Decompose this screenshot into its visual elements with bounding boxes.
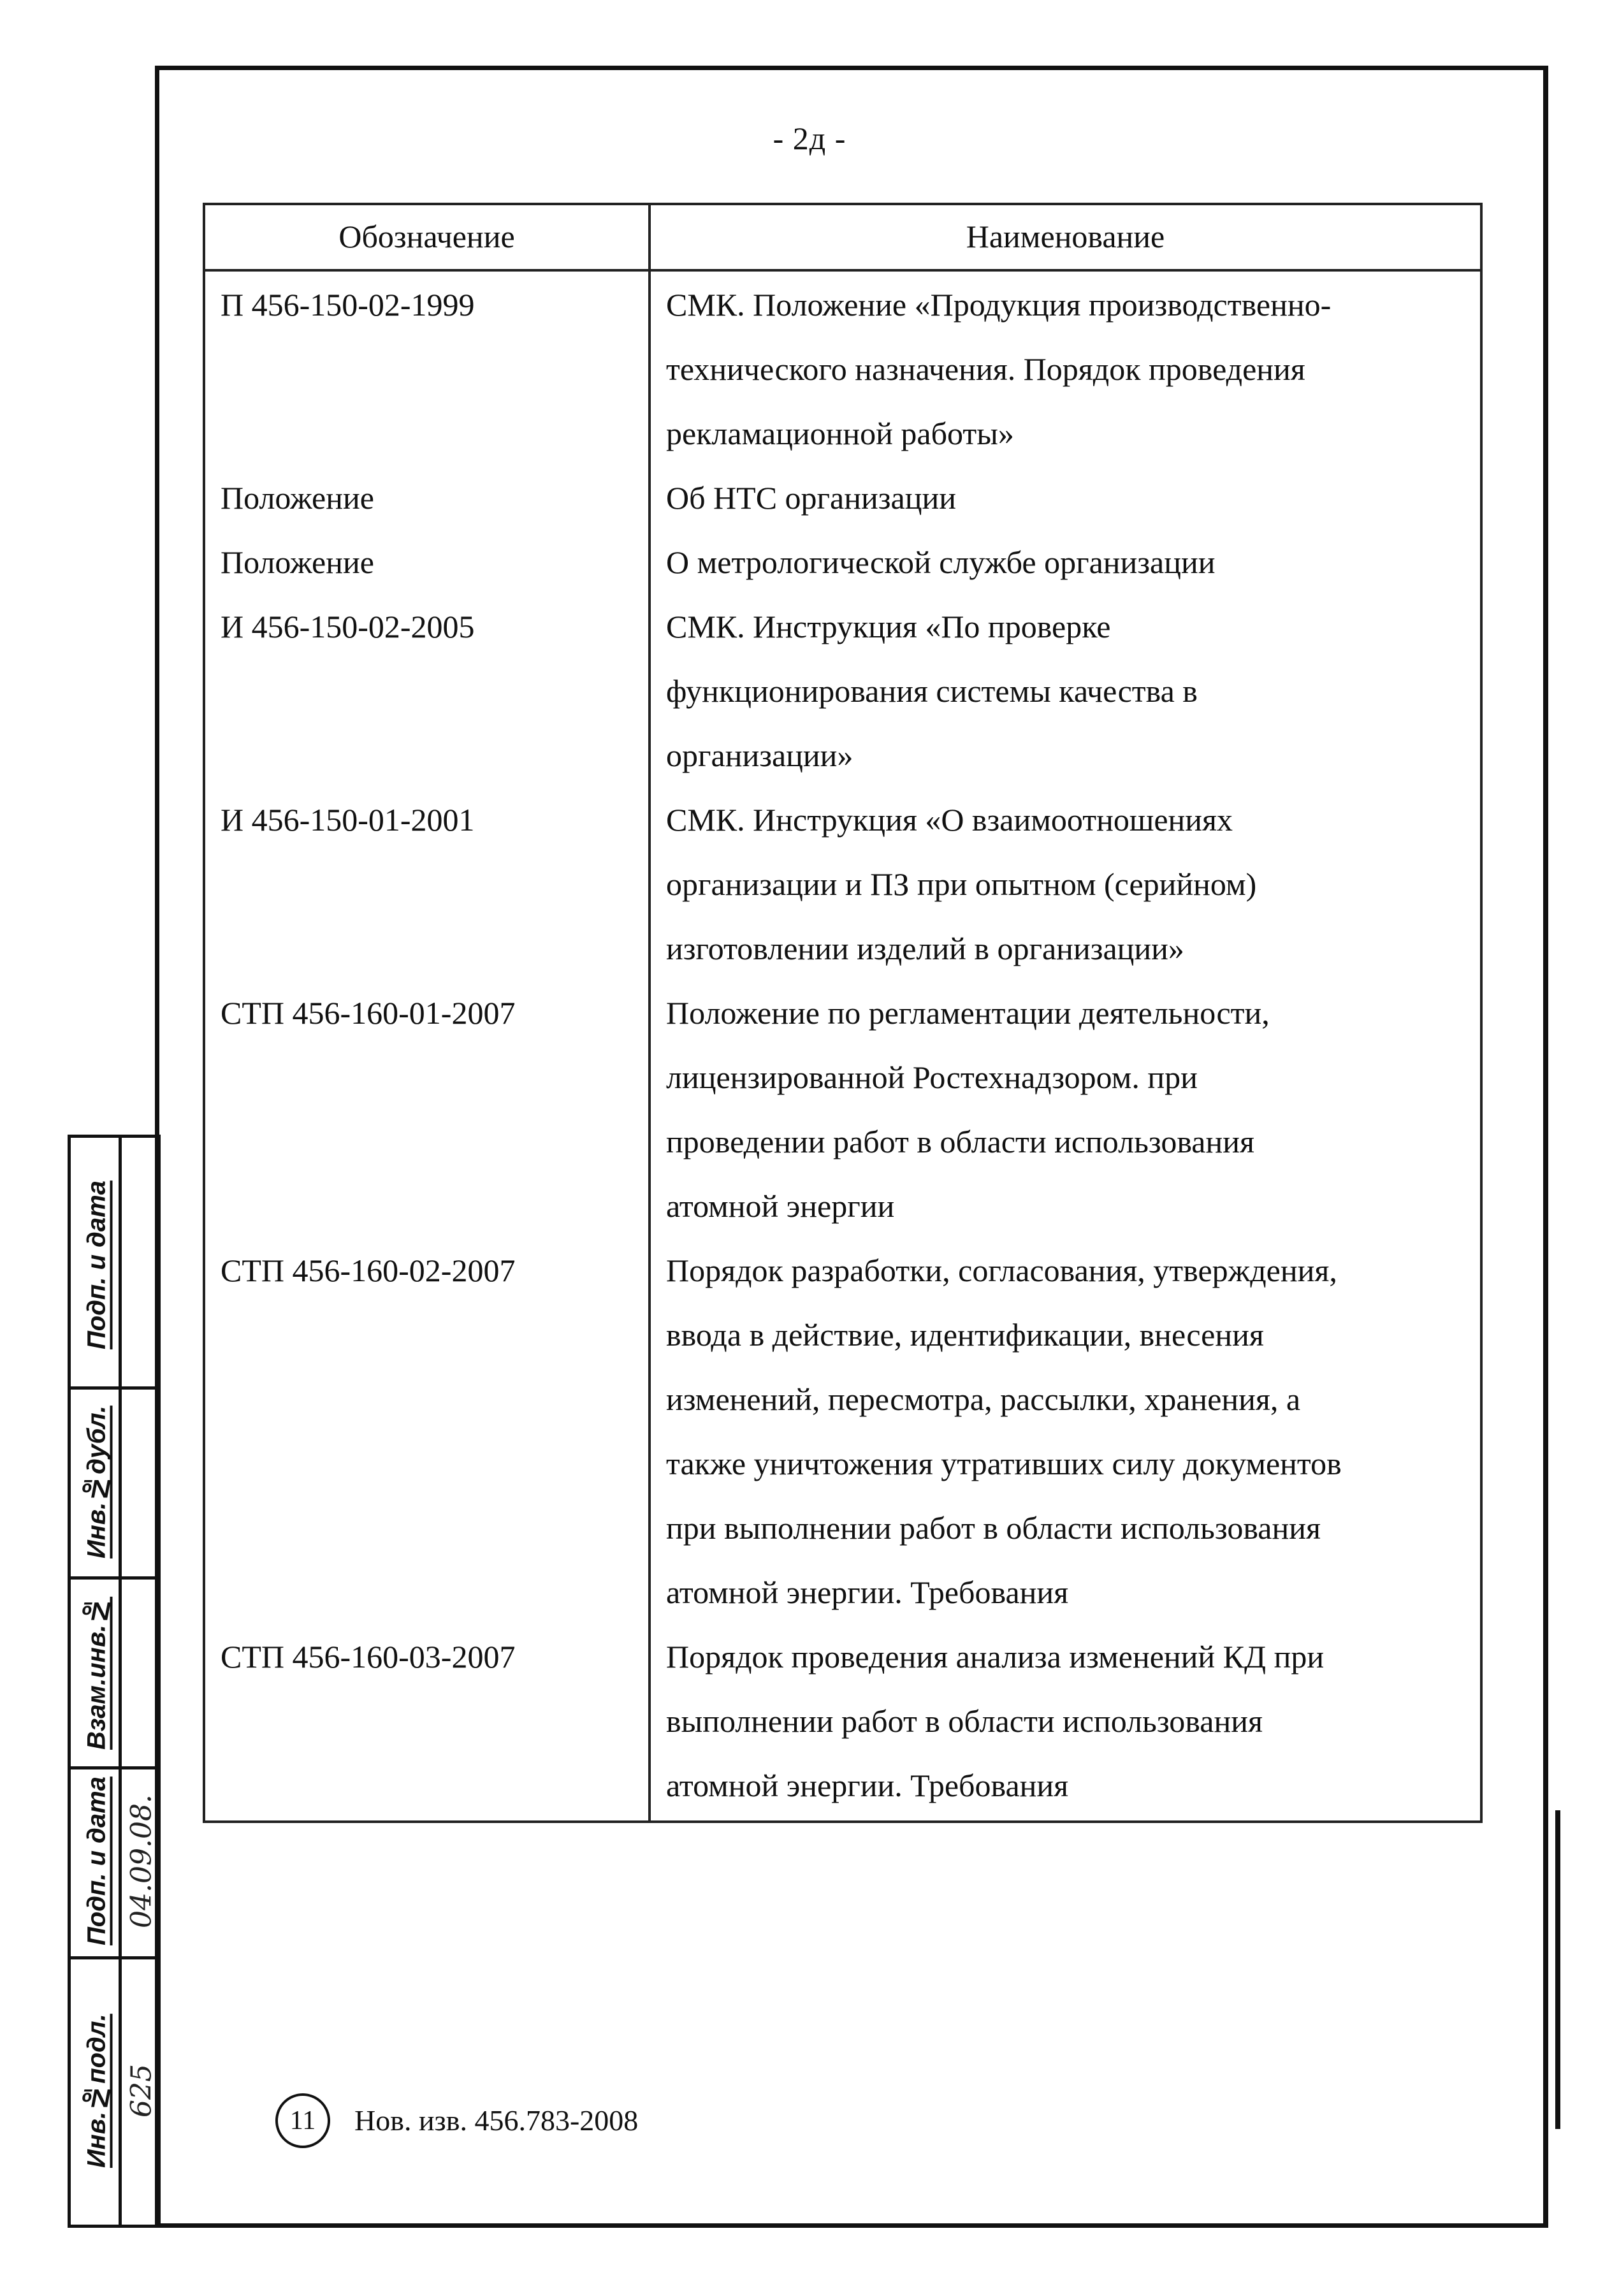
designation-cell: Положение bbox=[221, 480, 374, 516]
name-line: ввода в действие, идентификации, внесения bbox=[666, 1317, 1264, 1353]
name-cell bbox=[648, 981, 1480, 1239]
designation-cell: СТП 456-160-03-2007 bbox=[221, 1639, 516, 1675]
name-cell bbox=[648, 466, 1480, 530]
table-row bbox=[205, 466, 1480, 530]
name-line: О метрологической службе организации bbox=[666, 544, 1216, 580]
name-cell bbox=[648, 1239, 1480, 1625]
margin-separator bbox=[71, 1766, 157, 1769]
name-line: лицензированной Ростехнадзором. при bbox=[666, 1059, 1198, 1095]
name-line: проведении работ в области использования bbox=[666, 1124, 1254, 1159]
name-line: изготовлении изделий в организации» bbox=[666, 931, 1184, 966]
name-line: рекламационной работы» bbox=[666, 416, 1014, 451]
table-row bbox=[205, 788, 1480, 981]
name-line: также уничтожения утративших силу документов bbox=[666, 1446, 1342, 1481]
table-row bbox=[205, 530, 1480, 595]
name-line: Порядок разработки, согласования, утверждения, bbox=[666, 1253, 1337, 1288]
name-line: организации» bbox=[666, 737, 853, 773]
margin-stamp bbox=[68, 1135, 161, 2228]
margin-separator bbox=[71, 1386, 157, 1390]
name-cell bbox=[648, 1625, 1480, 1818]
margin-label-sign-date-2: Подп. и дата bbox=[82, 1776, 111, 1946]
change-note: Нов. изв. 456.783-2008 bbox=[354, 2104, 639, 2137]
name-line: Порядок проведения анализа изменений КД при bbox=[666, 1639, 1325, 1675]
change-number-circle: 11 bbox=[275, 2093, 330, 2148]
margin-separator bbox=[71, 1956, 157, 1959]
name-line: СМК. Инструкция «О взаимоотношениях bbox=[666, 802, 1233, 838]
name-line: изменений, пересмотра, рассылки, хранения, а bbox=[666, 1381, 1301, 1417]
margin-separator bbox=[71, 1576, 157, 1580]
name-line: организации и ПЗ при опытном (серийном) bbox=[666, 866, 1257, 902]
handwritten-inv-number: 625 bbox=[125, 2064, 158, 2118]
name-cell bbox=[648, 595, 1480, 788]
right-edge-mark bbox=[1555, 1810, 1560, 2129]
name-line: Положение по регламентации деятельности, bbox=[666, 995, 1270, 1031]
margin-label-inv-dupl: Инв.№дубл. bbox=[82, 1406, 111, 1559]
margin-label-sign-date-1: Подп. и дата bbox=[82, 1181, 111, 1350]
designation-cell: П 456-150-02-1999 bbox=[221, 287, 475, 323]
name-line: атомной энергии. Требования bbox=[666, 1768, 1069, 1803]
header-divider bbox=[205, 269, 1480, 272]
table-rows bbox=[205, 273, 1480, 1818]
document-table bbox=[203, 203, 1483, 1823]
table-row bbox=[205, 981, 1480, 1239]
designation-cell: СТП 456-160-01-2007 bbox=[221, 995, 516, 1031]
name-line: функционирования системы качества в bbox=[666, 673, 1198, 709]
designation-cell: И 456-150-02-2005 bbox=[221, 609, 475, 644]
table-row bbox=[205, 273, 1480, 466]
name-line: Об НТС организации bbox=[666, 480, 956, 516]
name-line: технического назначения. Порядок проведения bbox=[666, 351, 1305, 387]
header-designation: Обозначение bbox=[338, 219, 515, 254]
page-number: - 2д - bbox=[773, 120, 846, 156]
name-cell bbox=[648, 273, 1480, 466]
name-cell bbox=[648, 788, 1480, 981]
name-cell bbox=[648, 530, 1480, 595]
designation-cell: СТП 456-160-02-2007 bbox=[221, 1253, 516, 1288]
name-line: выполнении работ в области использования bbox=[666, 1703, 1263, 1739]
name-line: при выполнении работ в области использования bbox=[666, 1510, 1321, 1546]
margin-label-inv-orig: Инв.№подл. bbox=[82, 2014, 111, 2168]
name-line: СМК. Положение «Продукция производственно- bbox=[666, 287, 1332, 323]
name-line: атомной энергии. Требования bbox=[666, 1574, 1069, 1610]
designation-cell: Положение bbox=[221, 544, 374, 580]
handwritten-date: 04.09.08. bbox=[125, 1794, 158, 1928]
table-row bbox=[205, 595, 1480, 788]
margin-column-divider bbox=[119, 1138, 122, 2225]
table-row bbox=[205, 1625, 1480, 1818]
name-line: атомной энергии bbox=[666, 1188, 895, 1224]
designation-cell: И 456-150-01-2001 bbox=[221, 802, 475, 838]
header-name: Наименование bbox=[966, 219, 1165, 254]
name-line: СМК. Инструкция «По проверке bbox=[666, 609, 1111, 644]
table-row bbox=[205, 1239, 1480, 1625]
margin-label-replace-inv: Взам.инв.№ bbox=[82, 1596, 111, 1750]
